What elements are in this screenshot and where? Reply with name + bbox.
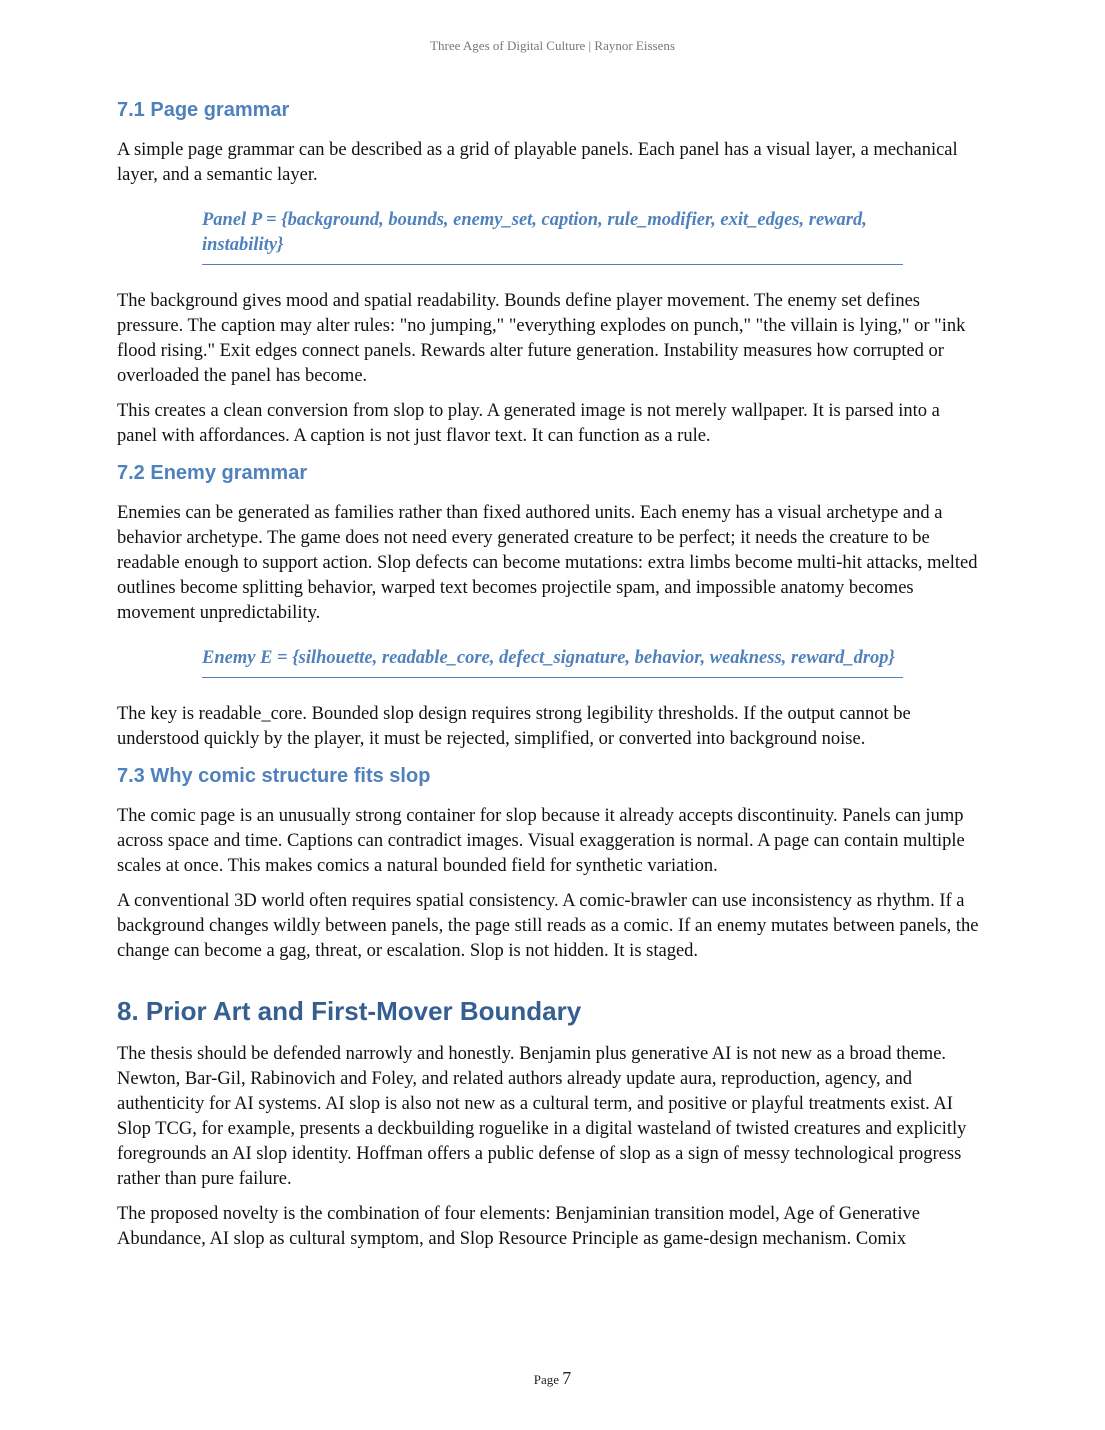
section-heading-8: 8. Prior Art and First-Mover Boundary	[117, 996, 582, 1026]
paragraph: Enemies can be generated as families rather than fixed authored units. Each enemy has a visual archetype and a behavior archetype. The game does not need every generated creature to be perfect; it needs the creature to be readable enough to support action. Slop defects can become mutations: extra limbs become multi-hit attacks, melted outlines become splitting behavior, warped text becomes projectile spam, and impossible anatomy becomes movement unpredictability.	[117, 503, 978, 623]
running-header: Three Ages of Digital Culture | Raynor Eissens	[430, 38, 675, 53]
paragraph: The comic page is an unusually strong container for slop because it already accepts discontinuity. Panels can jump across space and time. Captions can contradict images. Visual exaggeration is normal. A page can contain multiple scales at once. This makes comics a natural bounded field for synthetic variation.	[117, 806, 965, 876]
section-heading-7-1: 7.1 Page grammar	[117, 99, 290, 121]
paragraph: The thesis should be defended narrowly and honestly. Benjamin plus generative AI is not new as a broad theme. Newton, Bar-Gil, Rabinovich and Foley, and related authors already update aura, reproduction, agency, and authenticity for AI systems. AI slop is also not new as a cultural term, and positive or playful treatments exist. AI Slop TCG, for example, presents a deckbuilding roguelike in a digital wasteland of twisted creatures and explicitly foregrounds an AI slop identity. Hoffman offers a public defense of slop as a sign of messy technological progress rather than pure failure.	[117, 1044, 967, 1189]
section-heading-7-2: 7.2 Enemy grammar	[117, 462, 308, 484]
document-body	[117, 96, 983, 1262]
paragraph: This creates a clean conversion from slop to play. A generated image is not merely wallpaper. It is parsed into a panel with affordances. A caption is not just flavor text. It can function as a rule.	[117, 401, 940, 446]
paragraph: The background gives mood and spatial readability. Bounds define player movement. The enemy set defines pressure. The caption may alter rules: "no jumping," "everything explodes on punch," "the villain is lying," or "ink flood rising." Exit edges connect panels. Rewards alter future generation. Instability measures how corrupted or overloaded the panel has become.	[117, 291, 966, 386]
page-footer	[0, 1368, 1105, 1389]
formula-panel: Panel P = {background, bounds, enemy_set, caption, rule_modifier, exit_edges, reward, instability}	[202, 208, 903, 265]
paragraph: A conventional 3D world often requires spatial consistency. A comic-brawler can use inconsistency as rhythm. If a background changes wildly between panels, the page still reads as a comic. If an enemy mutates between panels, the change can become a gag, threat, or escalation. Slop is not hidden. It is staged.	[117, 891, 979, 961]
paragraph: A simple page grammar can be described as a grid of playable panels. Each panel has a visual layer, a mechanical layer, and a semantic layer.	[117, 140, 958, 185]
page-number: 7	[562, 1368, 572, 1388]
formula-enemy: Enemy E = {silhouette, readable_core, defect_signature, behavior, weakness, reward_drop}	[202, 646, 903, 678]
paragraph: The key is readable_core. Bounded slop design requires strong legibility thresholds. If the output cannot be understood quickly by the player, it must be rejected, simplified, or converted into background noise.	[117, 704, 911, 749]
page-label: Page	[533, 1372, 560, 1387]
paragraph: The proposed novelty is the combination of four elements: Benjaminian transition model, Age of Generative Abundance, AI slop as cultural symptom, and Slop Resource Principle as game-design mechanism. Comix	[117, 1204, 921, 1249]
section-heading-7-3: 7.3 Why comic structure fits slop	[117, 765, 431, 787]
